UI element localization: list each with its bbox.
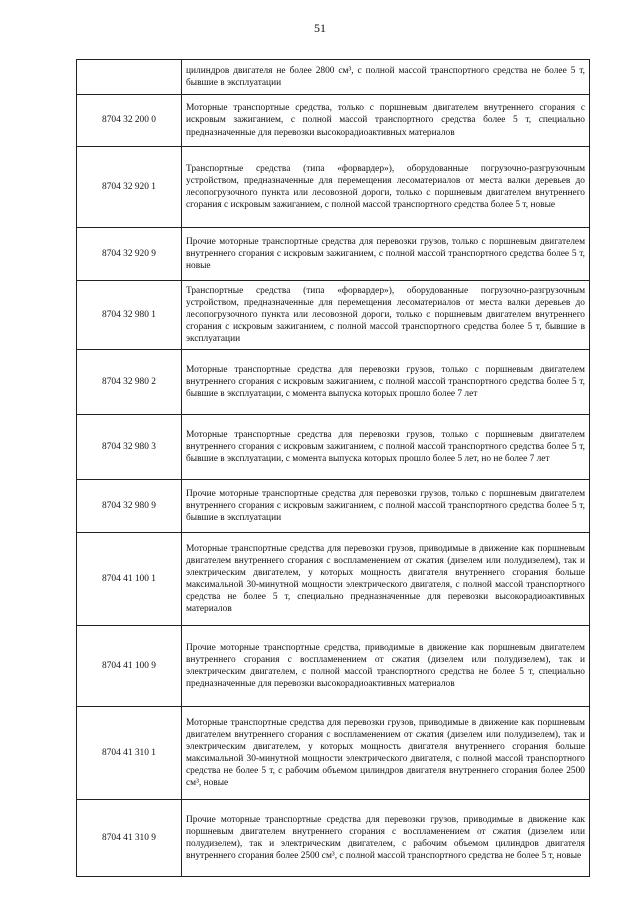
table-row (77, 281, 590, 350)
row-description: Моторные транспортные средства для перевозки грузов, приводимые в движение как поршневым двигателем внутреннего сгорания с воспламенением от сжатия (дизелем или полудизелем), так и электрическим двигателем, у которых мощность двигателя внутреннего сгорания больше максимальной 30-минутной мощности электрического двигателя, с полной массой транспортного средства не более 5 т, с рабочим объемом цилиндров двигателя внутреннего сгорания более 2500 см³, новые (182, 707, 590, 800)
row-description: Моторные транспортные средства для перевозки грузов, приводимые в движение как поршневым двигателем внутреннего сгорания с воспламенением от сжатия (дизелем или полудизелем), так и электрическим двигателем, у которых мощность двигателя внутреннего сгорания больше максимальной 30-минутной мощности электрического двигателя, с полной массой транспортного средства не более 5 т, специально предназначенные для перевозки высокорадиоактивных материалов (182, 533, 590, 626)
table-row (77, 415, 590, 480)
row-code (77, 60, 182, 95)
row-description: Транспортные средства (типа «форвардер»), оборудованные погрузочно-разгрузочным устройством, предназначенные для перемещения лесоматериалов от места валки деревьев до лесопогрузочного пункта или лесовозной дороги, только с поршневым двигателем внутреннего сгорания с искровым зажиганием, с полной массой транспортного средства более 5 т, новые (182, 147, 590, 228)
row-description: Транспортные средства (типа «форвардер»), оборудованные погрузочно-разгрузочным устройством, предназначенные для перемещения лесоматериалов от места валки деревьев до лесопогрузочного пункта или лесовозной дороги, только с поршневым двигателем внутреннего сгорания с искровым зажиганием, с полной массой транспортного средства более 5 т, бывшие в эксплуатации (182, 281, 590, 350)
row-code: 8704 32 920 1 (77, 147, 182, 228)
table-row (77, 350, 590, 415)
row-description: Прочие моторные транспортные средства для перевозки грузов, только с поршневым двигателем внутреннего сгорания с искровым зажиганием, с полной массой транспортного средства более 5 т, новые (182, 228, 590, 281)
table-row (77, 147, 590, 228)
row-description: Прочие моторные транспортные средства, приводимые в движение как поршневым двигателем внутреннего сгорания с воспламенением от сжатия (дизелем или полудизелем), так и электрическим двигателем, с полной массой транспортного средства не более 5 т, специально предназначенные для перевозки высокорадиоактивных материалов (182, 626, 590, 707)
row-description: Моторные транспортные средства для перевозки грузов, только с поршневым двигателем внутреннего сгорания с искровым зажиганием, с полной массой транспортного средства более 5 т, бывшие в эксплуатации, с момента выпуска которых прошло более 5 лет, но не более 7 лет (182, 415, 590, 480)
table-row (77, 480, 590, 533)
row-description: цилиндров двигателя не более 2800 см³, с полной массой транспортного средства не более 5 т, бывшие в эксплуатации (182, 60, 590, 95)
row-code: 8704 41 310 9 (77, 800, 182, 877)
table-row (77, 95, 590, 147)
table-row (77, 707, 590, 800)
row-code: 8704 41 100 1 (77, 533, 182, 626)
row-code: 8704 32 920 9 (77, 228, 182, 281)
row-description: Моторные транспортные средства, только с поршневым двигателем внутреннего сгорания с искровым зажиганием, с полной массой транспортного средства более 5 т, специально предназначенные для перевозки высокорадиоактивных материалов (182, 95, 590, 147)
tariff-code-table (76, 59, 590, 877)
row-code: 8704 41 100 9 (77, 626, 182, 707)
row-code: 8704 32 980 1 (77, 281, 182, 350)
row-code: 8704 32 980 3 (77, 415, 182, 480)
table-row (77, 800, 590, 877)
row-code: 8704 32 200 0 (77, 95, 182, 147)
table-row (77, 533, 590, 626)
table-row (77, 626, 590, 707)
table-row (77, 228, 590, 281)
row-description: Прочие моторные транспортные средства для перевозки грузов, только с поршневым двигателем внутреннего сгорания с искровым зажиганием, с полной массой транспортного средства более 5 т, бывшие в эксплуатации (182, 480, 590, 533)
row-description: Моторные транспортные средства для перевозки грузов, только с поршневым двигателем внутреннего сгорания с искровым зажиганием, с полной массой транспортного средства более 5 т, бывшие в эксплуатации, с момента выпуска которых прошло более 7 лет (182, 350, 590, 415)
row-code: 8704 41 310 1 (77, 707, 182, 800)
row-code: 8704 32 980 9 (77, 480, 182, 533)
row-description: Прочие моторные транспортные средства для перевозки грузов, приводимые в движение как поршневым двигателем внутреннего сгорания с воспламенением от сжатия (дизелем или полудизелем), так и электрическим двигателем, с рабочим объемом цилиндров двигателя внутреннего сгорания более 2500 см³, с полной массой транспортного средства не более 5 т, новые (182, 800, 590, 877)
table-row (77, 60, 590, 95)
page-number: 51 (314, 21, 326, 35)
row-code: 8704 32 980 2 (77, 350, 182, 415)
